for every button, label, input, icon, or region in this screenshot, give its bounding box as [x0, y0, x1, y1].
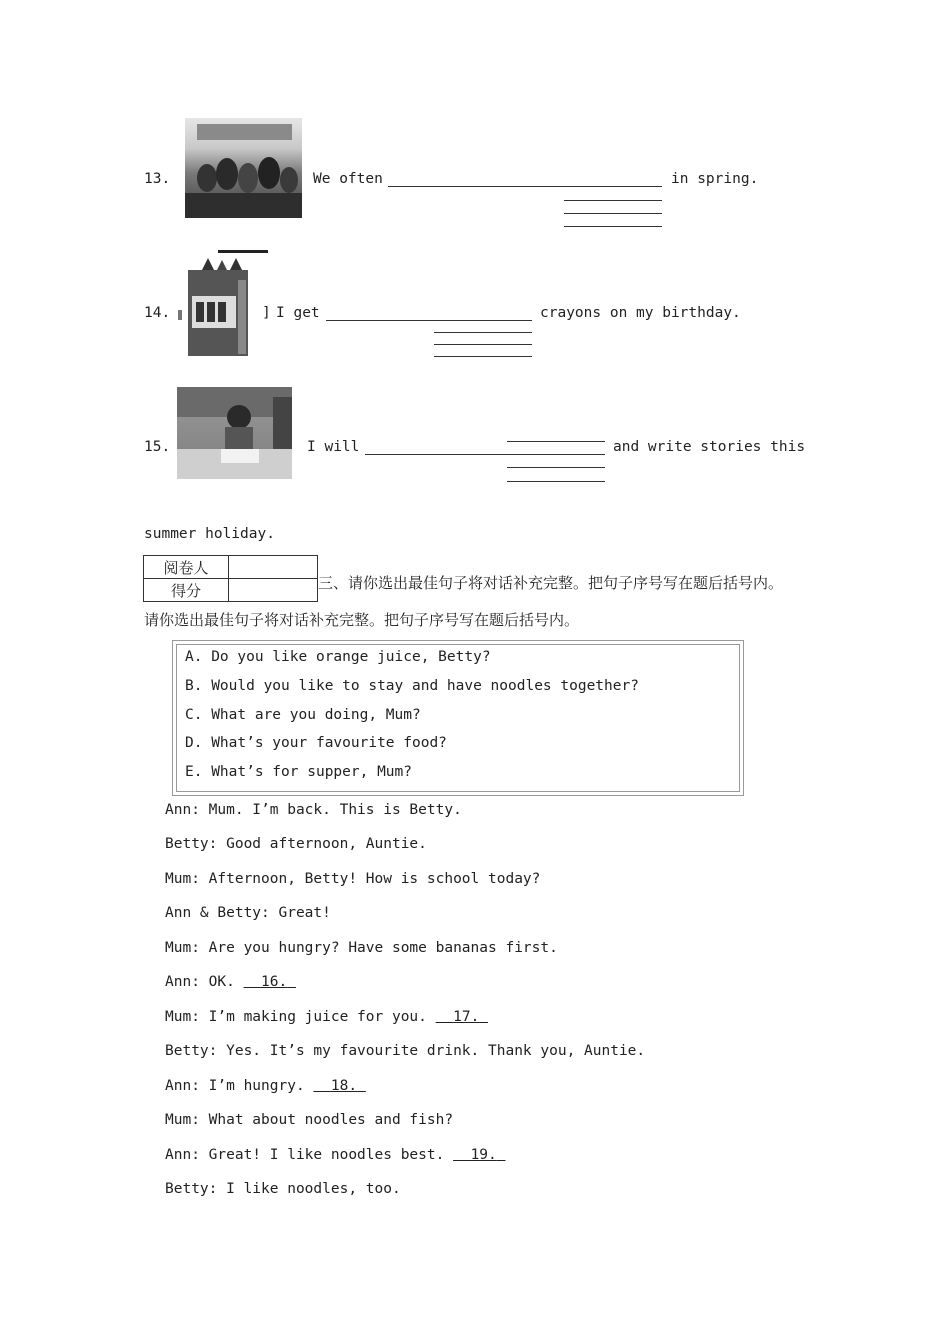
option-letter: B.	[185, 678, 203, 694]
reviewer-cell[interactable]	[229, 556, 318, 579]
reviewer-label: 阅卷人	[144, 556, 229, 579]
dialogue-line: Ann: Mum. I’m back. This is Betty.	[165, 802, 462, 818]
dialogue-line: Betty: Yes. It’s my favourite drink. Thank you, Auntie.	[165, 1043, 646, 1059]
girl-writing-photo	[177, 387, 292, 479]
answer-blank-line[interactable]	[326, 320, 434, 321]
question-text-before: I will	[307, 439, 360, 455]
score-table	[143, 555, 318, 602]
option-text: Do you like orange juice, Betty?	[211, 649, 491, 665]
option-item	[185, 649, 491, 665]
option-text: What’s your favourite food?	[211, 735, 447, 751]
score-label: 得分	[144, 579, 229, 602]
answer-blank-line[interactable]	[434, 320, 532, 321]
crayon-box-photo	[178, 250, 268, 358]
option-letter: A.	[185, 649, 203, 665]
answer-blank-line	[434, 344, 532, 345]
question-bracket: ]	[262, 305, 271, 321]
answer-blank-line	[507, 454, 605, 455]
option-text: Would you like to stay and have noodles together?	[211, 678, 639, 694]
answer-blank-line	[434, 332, 532, 333]
section-instruction: 请你选出最佳句子将对话补充完整。把句子序号写在题后括号内。	[144, 611, 580, 629]
option-letter: D.	[185, 735, 203, 751]
dialogue-line: Mum: Are you hungry? Have some bananas first.	[165, 940, 558, 956]
answer-blank-line[interactable]	[507, 441, 605, 442]
question-text-before: We often	[313, 171, 383, 187]
option-item	[185, 707, 421, 723]
option-item	[185, 764, 412, 780]
answer-blank[interactable]: 19.	[470, 1147, 497, 1163]
answer-blank-line	[507, 467, 605, 468]
option-letter: C.	[185, 707, 203, 723]
dialogue-line: Ann: OK. 16.	[165, 974, 296, 990]
dialogue-line: Betty: I like noodles, too.	[165, 1181, 401, 1197]
answer-blank[interactable]: 18.	[330, 1078, 358, 1094]
section-heading: 三、请你选出最佳句子将对话补充完整。把句子序号写在题后括号内。	[318, 574, 784, 592]
answer-blank-line[interactable]	[388, 186, 564, 187]
answer-blank-line	[564, 213, 662, 214]
score-cell[interactable]	[229, 579, 318, 602]
answer-blank-line	[564, 226, 662, 227]
question-number: 14.	[144, 305, 171, 321]
option-item	[185, 735, 447, 751]
question-number: 13.	[144, 171, 171, 187]
dialogue-line: Betty: Good afternoon, Auntie.	[165, 836, 427, 852]
sports-crowd-photo	[185, 118, 302, 218]
dialogue-line: Mum: What about noodles and fish?	[165, 1112, 454, 1128]
dialogue-line: Mum: I’m making juice for you. 17.	[165, 1009, 488, 1025]
answer-blank-line[interactable]	[564, 186, 662, 187]
question-text-after: and write stories this	[613, 439, 806, 455]
answer-blank-line	[507, 481, 605, 482]
answer-blank-line[interactable]	[365, 454, 507, 455]
answer-blank[interactable]: 17.	[453, 1009, 480, 1025]
dialogue-line: Ann: I’m hungry. 18.	[165, 1078, 366, 1094]
option-text: What’s for supper, Mum?	[211, 764, 412, 780]
question-text-after: crayons on my birthday.	[540, 305, 741, 321]
option-letter: E.	[185, 764, 203, 780]
question-number: 15.	[144, 439, 171, 455]
question-continuation: summer holiday.	[144, 526, 275, 542]
option-item	[185, 678, 639, 694]
dialogue-line: Mum: Afternoon, Betty! How is school today?	[165, 871, 541, 887]
dialogue-line: Ann & Betty: Great!	[165, 905, 331, 921]
answer-blank[interactable]: 16.	[261, 974, 288, 990]
answer-blank-line	[564, 200, 662, 201]
option-text: What are you doing, Mum?	[211, 707, 421, 723]
question-text-before: I get	[276, 305, 320, 321]
answer-blank-line	[434, 356, 532, 357]
question-text-after: in spring.	[671, 171, 759, 187]
dialogue-line: Ann: Great! I like noodles best. 19.	[165, 1147, 506, 1163]
